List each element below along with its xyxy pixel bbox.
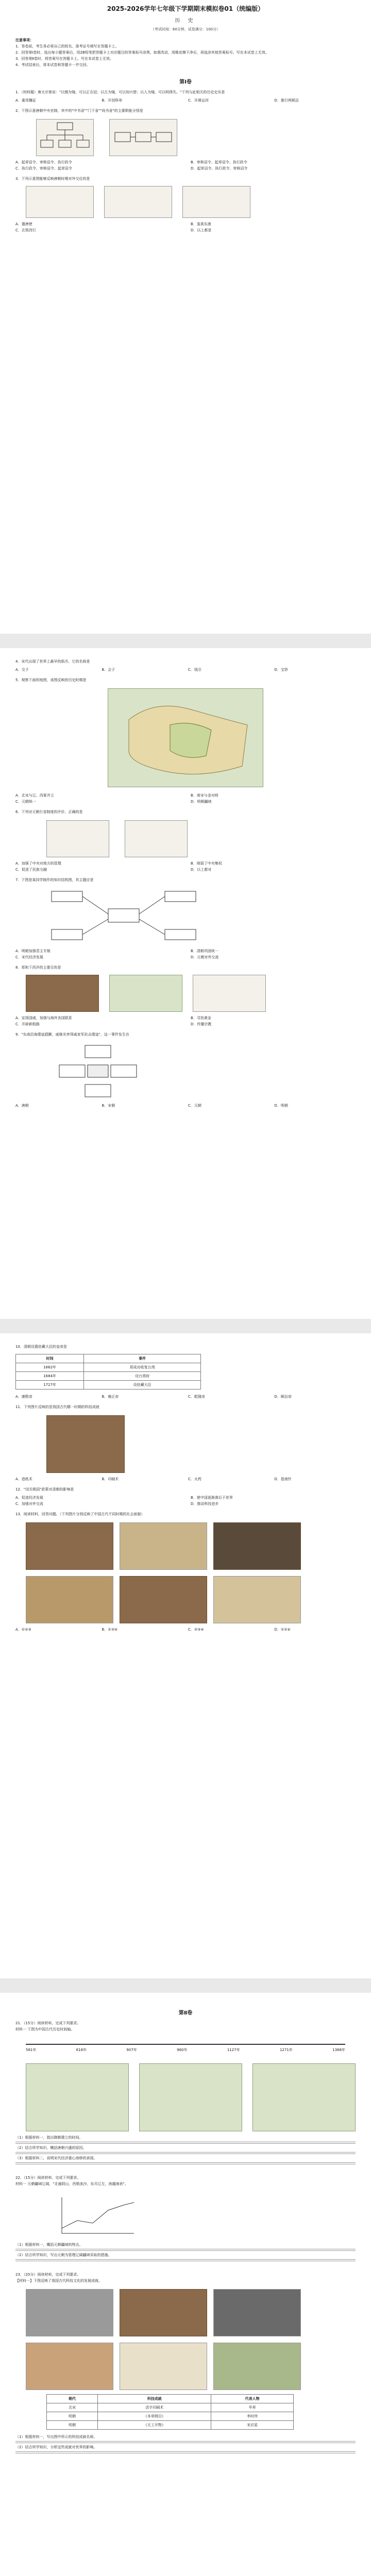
question-3 <box>15 176 356 233</box>
option-a[interactable]: A．加强了中央对地方的管理 <box>15 861 61 866</box>
option-c[interactable]: C．②③④ <box>188 1628 204 1632</box>
option-c[interactable]: C．促进了民族交融 <box>15 868 47 872</box>
sub-question: （2）结合所学知识，写出元朝为管理辽阔疆域采取的措施。 <box>15 2253 112 2257</box>
option-b[interactable]: B．会子 <box>102 668 115 672</box>
table-cell: 《本草纲目》 <box>98 2412 211 2421</box>
exam-title: 2025-2026学年七年级下学期期末模拟卷01（统编版） <box>107 5 264 12</box>
timeline-label: 618年 <box>76 2048 87 2052</box>
option-d[interactable]: D．以上都对 <box>191 868 212 872</box>
knowledge-diagram <box>46 888 201 945</box>
question-10 <box>15 1344 356 1400</box>
option-b[interactable]: B．削弱了中央集权 <box>191 861 222 866</box>
sub-question: （1）根据材料一，指出隋朝建立的时间。 <box>15 2136 83 2140</box>
table-cell: 李时珍 <box>211 2412 294 2421</box>
timeline <box>26 2038 345 2058</box>
option-c[interactable]: C．钱引 <box>188 668 201 672</box>
image-figure <box>109 975 182 1012</box>
question-stem: 4．宋代出现了世界上最早的纸币，它的名称是 <box>15 659 90 664</box>
question-stem: 6．下列对元朝行省制度的评价，正确的是 <box>15 810 83 814</box>
question-13 <box>15 1511 356 1633</box>
image-figure <box>213 2289 301 2336</box>
line-chart-icon <box>57 2192 139 2239</box>
option-d[interactable]: D．起草诏令、执行政令、审核诏令 <box>191 166 248 171</box>
map-figure <box>26 2063 129 2131</box>
option-d[interactable]: D．传播宗教 <box>191 1022 212 1026</box>
question-5 <box>15 677 356 805</box>
question-23 <box>15 2272 356 2453</box>
table-cell: 宋应星 <box>211 2421 294 2430</box>
material-text: 材料一 下图为中国古代历史时间轴。 <box>15 2027 75 2031</box>
note-item: 4．考试结束后，将本试卷和答题卡一并交回。 <box>15 63 90 67</box>
option-c[interactable]: C．执行政令、审核诏令、起草诏令 <box>15 166 72 171</box>
table-cell: 1684年 <box>16 1372 84 1381</box>
note-item: 1．答卷前，考生务必将自己的姓名、准考证号填写在答题卡上。 <box>15 44 119 48</box>
option-a[interactable]: A．①②③ <box>15 1628 31 1632</box>
table-cell: 活字印刷术 <box>98 2403 211 2412</box>
timeline-label: 1127年 <box>227 2048 240 2052</box>
option-c[interactable]: C．元朝统一 <box>15 800 36 804</box>
option-b[interactable]: B．南宋与金对峙 <box>191 793 218 798</box>
option-d[interactable]: D．顺治帝 <box>274 1395 292 1399</box>
note-item: 3．回答第Ⅱ卷时，将答案写在答题卡上。写在本试卷上无效。 <box>15 57 113 61</box>
cross-diagram <box>57 1043 139 1099</box>
option-c[interactable]: C．加强对外交流 <box>15 1502 43 1506</box>
table-cell: 1727年 <box>16 1381 84 1389</box>
network-diagram-icon <box>46 888 201 945</box>
question-22 <box>15 2175 356 2261</box>
option-a[interactable]: A．重用魏征 <box>15 98 36 103</box>
option-c[interactable]: C．乾隆帝 <box>188 1395 205 1399</box>
image-figure <box>182 186 250 218</box>
image-figure <box>213 1522 301 1570</box>
option-a[interactable]: A．明朝加强君主专制 <box>15 949 50 953</box>
image-figure <box>26 2289 113 2336</box>
image-figure <box>46 820 109 857</box>
diagram-figure-left <box>36 119 94 156</box>
image-figure <box>26 1576 113 1623</box>
question-21 <box>15 2020 356 2164</box>
option-a[interactable]: A．唐朝 <box>15 1104 29 1108</box>
option-a[interactable]: A．遣唐使 <box>15 222 32 226</box>
question-stem: 22．（15分）阅读材料，完成下列要求。 <box>15 2176 81 2180</box>
map-icon <box>108 689 263 787</box>
question-7 <box>15 877 356 960</box>
data-table <box>46 2394 294 2430</box>
table-cell: 《天工开物》 <box>98 2421 211 2430</box>
question-stem: 10．清朝设置驻藏大臣的皇帝是 <box>15 1345 67 1349</box>
question-stem: 13．阅读材料，回答问题。（下列图片分别反映了中国古代不同时期的社会面貌） <box>15 1512 145 1516</box>
image-figure <box>104 186 172 218</box>
table-cell: 设台湾府 <box>84 1372 201 1381</box>
material-text: 材料一 元朝疆域辽阔，"北逾阴山，西极流沙，东尽辽左，南越海表"。 <box>15 2182 128 2186</box>
table-row <box>16 1381 201 1389</box>
question-stem: 7．下图是某同学制作的知识结构图，其主题应是 <box>15 878 94 882</box>
table-row <box>16 1363 201 1372</box>
question-12 <box>15 1486 356 1507</box>
timeline-label: 1271年 <box>279 2048 293 2052</box>
diagram-figure-right <box>109 119 177 156</box>
table-row <box>16 1372 201 1381</box>
option-c[interactable]: C．开凿运河 <box>188 98 209 103</box>
option-d[interactable]: D．明朝疆域 <box>191 800 212 804</box>
flow-diagram-icon <box>110 120 177 156</box>
option-c[interactable]: C．玄奘西行 <box>15 228 36 232</box>
table-cell: 1662年 <box>16 1363 84 1372</box>
question-9 <box>15 1031 356 1109</box>
question-stem: 21．（15分）阅读材料，完成下列要求。 <box>15 2021 81 2025</box>
timeline-label: 907年 <box>126 2048 137 2052</box>
question-stem: 11．下列图片反映的是我国古代哪一时期的科技成就 <box>15 1405 99 1409</box>
option-c[interactable]: C．开辟新航路 <box>15 1022 40 1026</box>
table-row <box>47 2412 294 2421</box>
option-b[interactable]: B．审核诏令、起草诏令、执行政令 <box>191 160 247 164</box>
option-a[interactable]: A．促进经济发展 <box>15 1496 43 1500</box>
option-c[interactable]: C．元朝 <box>188 1104 201 1108</box>
table-cell: 北宋 <box>47 2403 98 2412</box>
option-c[interactable]: C．火药 <box>188 1477 201 1481</box>
page-break <box>0 1319 371 1333</box>
option-d[interactable]: D．指南针 <box>274 1477 292 1481</box>
question-stem: 9．"东南沿海倭寇猖獗，戚继光率领戚家军抗击倭寇"，这一事件发生在 <box>15 1032 129 1037</box>
cross-diagram-icon <box>57 1043 139 1099</box>
option-d[interactable]: D．推动科技进步 <box>191 1502 219 1506</box>
exam-subject: 历 史 <box>175 18 196 24</box>
notes-heading: 注意事项： <box>15 38 33 42</box>
sub-question: （2）结合所学知识，分析这些成就对世界的影响。 <box>15 2445 97 2449</box>
table-header: 事件 <box>84 1354 201 1363</box>
option-b[interactable]: B．使中国逐渐落后于世界 <box>191 1496 233 1500</box>
timeline-label: 1368年 <box>332 2048 345 2052</box>
part2-title: 第Ⅱ卷 <box>178 2010 193 2016</box>
option-d[interactable]: D．明朝 <box>274 1104 288 1108</box>
question-stem: 2．下图示意唐朝中央官制，其中的"中书省""门下省""尚书省"的主要职能分别是 <box>15 109 143 113</box>
image-figure <box>26 2343 113 2390</box>
line-chart-figure <box>57 2192 139 2239</box>
sub-question: （1）根据材料一，写出图中所示的科技成就名称。 <box>15 2435 97 2439</box>
question-stem: 8．郑和下西洋的主要目的是 <box>15 965 61 970</box>
image-figure <box>26 1522 113 1570</box>
table-header: 代表人物 <box>211 2395 294 2403</box>
option-b[interactable]: B．雍正帝 <box>102 1395 119 1399</box>
question-6 <box>15 809 356 873</box>
question-2 <box>15 108 356 172</box>
image-figure <box>120 2289 207 2336</box>
image-figure <box>46 1415 125 1473</box>
option-a[interactable]: A．起草诏令、审核诏令、执行政令 <box>15 160 72 164</box>
image-figure <box>120 1522 207 1570</box>
table-row <box>47 2421 294 2430</box>
material-text: 【材料一】下图反映了我国古代科技文化的发展成就。 <box>15 2279 102 2283</box>
option-b[interactable]: B．①③④ <box>102 1628 118 1632</box>
option-d[interactable]: D．元朝对外交流 <box>191 955 219 959</box>
image-figure <box>213 1576 301 1623</box>
part1-title: 第Ⅰ卷 <box>179 79 192 85</box>
option-a[interactable]: A．宣扬国威，加强与海外各国联系 <box>15 1016 72 1020</box>
sub-question: （1）根据材料一，概括元朝疆域的特点。 <box>15 2243 83 2247</box>
question-4 <box>15 658 356 673</box>
timeline-label: 960年 <box>177 2048 188 2052</box>
table-cell: 毕昇 <box>211 2403 294 2412</box>
option-d[interactable]: D．推行两税法 <box>274 98 299 103</box>
sub-question: （3）根据材料二，说明宋代经济重心南移的表现。 <box>15 2156 97 2160</box>
note-item: 2．回答第Ⅰ卷时，选出每小题答案后，用2B铅笔把答题卡上对应题目的答案标号涂黑。如需改动，用橡皮擦干净后，再选涂其他答案标号。写在本试卷上无效。 <box>15 50 269 55</box>
option-a[interactable]: A．康熙帝 <box>15 1395 32 1399</box>
option-b[interactable]: B．印刷术 <box>102 1477 119 1481</box>
page-break <box>0 1978 371 1993</box>
sub-question: （2）结合所学知识，概括唐朝兴盛的原因。 <box>15 2146 87 2150</box>
notes-block <box>15 37 356 68</box>
option-c[interactable]: C．宋代经济发展 <box>15 955 43 959</box>
question-8 <box>15 964 356 1027</box>
option-d[interactable]: D．宝钞 <box>274 668 288 672</box>
table-header: 时间 <box>16 1354 84 1363</box>
option-b[interactable]: B．开创科举 <box>102 98 123 103</box>
timeline-label: 581年 <box>26 2048 37 2052</box>
table-cell: 明朝 <box>47 2412 98 2421</box>
image-figure <box>213 2343 301 2390</box>
question-stem: 12．"闭关锁国"政策对清朝的影响是 <box>15 1487 74 1492</box>
image-figure <box>193 975 266 1012</box>
image-figure <box>125 820 188 857</box>
question-stem: 5．观察下面的地图，该图反映的历史时期是 <box>15 678 87 682</box>
map-figure <box>139 2063 242 2131</box>
data-table <box>15 1354 201 1389</box>
table-cell: 设驻藏大臣 <box>84 1381 201 1389</box>
map-figure <box>108 688 263 787</box>
org-chart-icon <box>37 120 93 156</box>
question-stem: 23．（20分）阅读材料，完成下列要求。 <box>15 2273 81 2277</box>
option-d[interactable]: D．以上都是 <box>191 228 212 232</box>
map-figure <box>252 2063 356 2131</box>
page-break <box>0 634 371 648</box>
option-b[interactable]: B．鉴真东渡 <box>191 222 211 226</box>
option-a[interactable]: A．造纸术 <box>15 1477 32 1481</box>
image-figure <box>26 186 94 218</box>
option-a[interactable]: A．北宋与辽、西夏并立 <box>15 793 54 798</box>
table-cell: 郑成功收复台湾 <box>84 1363 201 1372</box>
option-b[interactable]: B．清朝巩固统一 <box>191 949 218 953</box>
exam-meta: （考试时间：60分钟，试卷满分：100分） <box>150 27 221 31</box>
image-figure <box>120 2343 207 2390</box>
question-stem: 3．下列示意图能够反映唐朝时期对外交往的是 <box>15 177 90 181</box>
question-1 <box>15 89 356 104</box>
question-stem: 1．（材料题）唐太宗曾说："以铜为镜，可以正衣冠；以古为镜，可以知兴替；以人为镜，可以明得失。"下列与此相关的历史史实是 <box>15 90 225 94</box>
question-11 <box>15 1404 356 1482</box>
table-cell: 明朝 <box>47 2421 98 2430</box>
image-figure <box>26 975 99 1012</box>
option-b[interactable]: B．寻找黄金 <box>191 1016 211 1020</box>
option-d[interactable]: D．①②④ <box>274 1628 291 1632</box>
table-header: 朝代 <box>47 2395 98 2403</box>
image-figure <box>120 1576 207 1623</box>
table-row <box>47 2403 294 2412</box>
table-header: 科技成就 <box>98 2395 211 2403</box>
option-a[interactable]: A．交子 <box>15 668 29 672</box>
option-b[interactable]: B．宋朝 <box>102 1104 115 1108</box>
